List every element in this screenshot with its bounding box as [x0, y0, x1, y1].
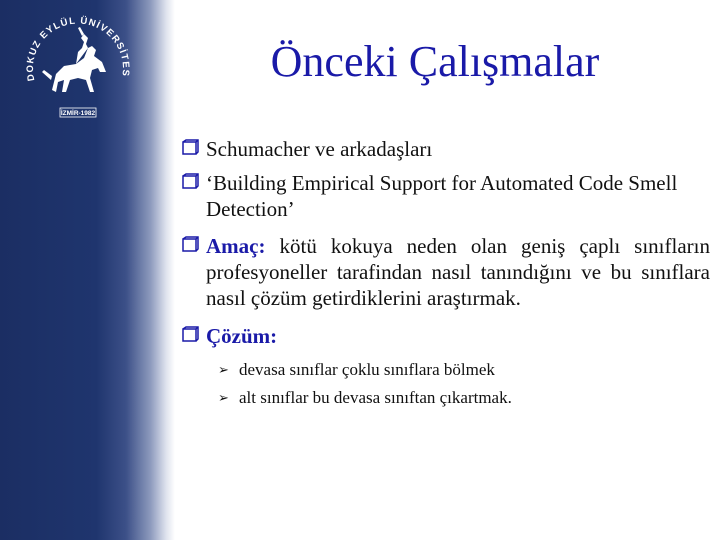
scroll-bullet-icon [180, 136, 202, 162]
bullet-label: Çözüm: [206, 324, 278, 348]
logo-ring-text: DOKUZ EYLÜL ÜNİVERSİTES [24, 15, 132, 82]
arrow-right-icon: ➢ [218, 362, 229, 377]
subbullet-item [218, 387, 698, 409]
bullet-label: Amaç: [206, 234, 266, 258]
scroll-bullet-icon [180, 233, 202, 259]
bullet-body: kötü kokuya neden olan geniş çaplı sınıfların profesyoneller tarafindan nasıl tanındığını ve bu sınıflara nasıl çözüm getirdiklerini araştırmak. [206, 234, 710, 310]
logo-bottom-text: İZMİR-1982 [60, 110, 96, 117]
subbullet-text: devasa sınıflar çoklu sınıflara bölmek [239, 360, 495, 379]
sidebar-band [0, 0, 175, 540]
scroll-bullet-icon [180, 170, 202, 196]
slide-title: Önceki Çalışmalar [270, 37, 600, 86]
subbullet-item [218, 359, 698, 381]
scroll-bullet-icon [180, 323, 202, 349]
bullet-item [180, 136, 710, 162]
bullet-text: ‘Building Empirical Support for Automated Code Smell Detection’ [206, 171, 678, 221]
bullet-item [180, 233, 710, 311]
bullet-item [180, 323, 710, 349]
bullet-item [180, 170, 710, 222]
bullet-text: Schumacher ve arkadaşları [206, 137, 433, 161]
university-seal-icon [18, 12, 136, 122]
arrow-right-icon: ➢ [218, 390, 229, 405]
subbullet-text: alt sınıflar bu devasa sınıftan çıkartmak. [239, 388, 512, 407]
bullet-text [206, 233, 710, 311]
